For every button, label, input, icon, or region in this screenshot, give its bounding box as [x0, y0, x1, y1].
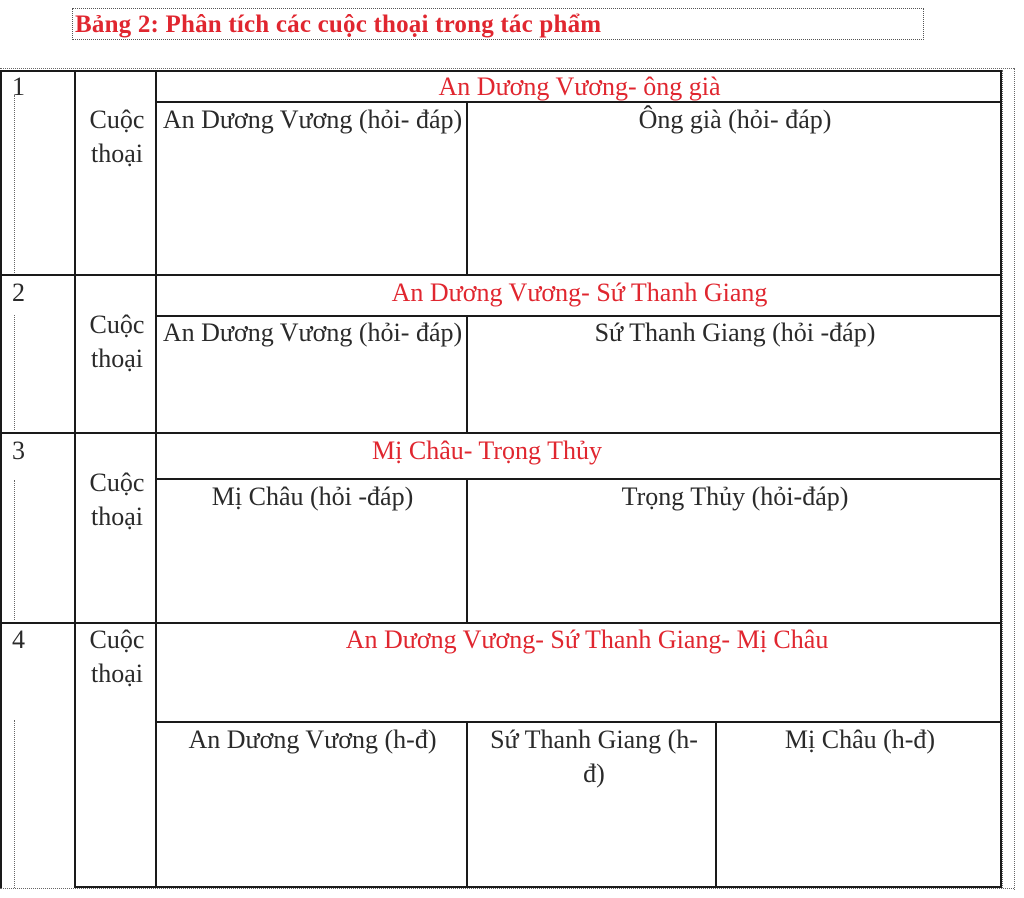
dialogue-cell: Mị Châu (h-đ): [784, 725, 936, 754]
dialogue-heading: An Dương Vương- Sứ Thanh Giang- Mị Châu: [345, 625, 829, 654]
dialogue-heading: An Dương Vương- Sứ Thanh Giang: [391, 278, 768, 307]
row-label: [78, 103, 156, 171]
dialogue-cell: Trọng Thủy (hỏi-đáp): [621, 482, 849, 511]
dialogue-cell: An Dương Vương (h-đ): [188, 725, 437, 754]
dialogue-cell: Ông già (hỏi- đáp): [638, 105, 832, 134]
row-number: 4: [12, 625, 25, 654]
dialogue-cell: Mị Châu (hỏi -đáp): [211, 482, 414, 511]
row-label: [78, 623, 156, 691]
row-label-line: thoại: [91, 502, 143, 531]
row-label-line: Cuộc: [89, 105, 145, 134]
dialogue-cell: An Dương Vương (hỏi- đáp): [162, 318, 463, 347]
dialogue-cell: Sứ Thanh Giang (h-đ): [490, 725, 698, 788]
row-label-line: thoại: [91, 344, 143, 373]
dialogue-heading: An Dương Vương- ông già: [438, 72, 721, 101]
row-label-line: thoại: [91, 139, 143, 168]
dialogue-heading: Mị Châu- Trọng Thủy: [372, 436, 602, 465]
row-label-line: Cuộc: [89, 310, 145, 339]
dialogue-cell: An Dương Vương (hỏi- đáp): [162, 105, 463, 134]
row-label-line: Cuộc: [89, 468, 145, 497]
title-box: [72, 8, 924, 40]
row-label-line: Cuộc: [89, 625, 145, 654]
row-label: [78, 466, 156, 534]
table-title: Bảng 2: Phân tích các cuộc thoại trong tác phẩm: [75, 11, 602, 38]
row-label-line: thoại: [91, 659, 143, 688]
dialogue-cell: Sứ Thanh Giang (hỏi -đáp): [594, 318, 876, 347]
row-number: 2: [12, 278, 25, 307]
row-number: 3: [12, 436, 25, 465]
row-label: [78, 308, 156, 376]
row-number: 1: [12, 72, 25, 101]
